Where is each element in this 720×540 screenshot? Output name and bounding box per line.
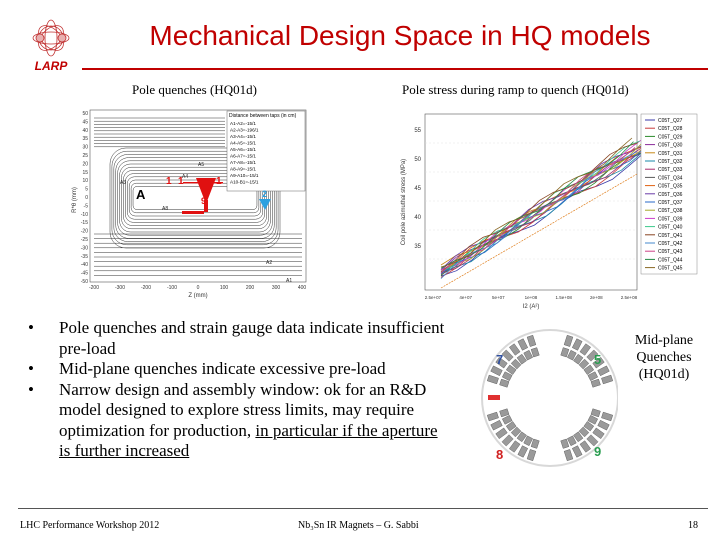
stress-x-tick: 2.5e+07: [424, 295, 442, 300]
y-tick-label: -45: [80, 270, 88, 277]
cs-label-5: 5: [594, 352, 602, 367]
quench-label-1a: 1: [166, 176, 172, 187]
title-underline: [82, 68, 708, 70]
bullet-glyph: •: [28, 359, 34, 378]
y-tick-label: 25: [82, 153, 88, 159]
legend-entry: C05T_Q33: [658, 167, 683, 174]
legend-entry: C05T_Q44: [658, 257, 683, 264]
legend-entry: C05T_Q28: [658, 126, 683, 133]
bullet-item-1: [28, 318, 448, 359]
legend-entry: C05T_Q27: [658, 118, 683, 124]
legend-entry: C05T_Q30: [658, 142, 683, 149]
tap-legend-row: A3-A4=-15/1: [230, 134, 256, 139]
stress-y-tick: 45: [414, 186, 421, 192]
legend-entry: C05T_Q43: [658, 249, 683, 256]
stress-x-tick: 5e+07: [492, 295, 505, 300]
bullet-text-1: Pole quenches and strain gauge data indicate insufficient pre-load: [59, 318, 445, 358]
cs-label-8: 8: [496, 447, 504, 462]
segment-label: A8: [162, 206, 169, 212]
midplane-quench-label: Mid-plane Quenches (HQ01d): [634, 333, 694, 382]
legend-entry: C05T_Q34: [658, 175, 683, 182]
x-tick-label: -200: [140, 285, 152, 291]
bullet-text-3-underlined: in particular if the aperture is further increased: [59, 420, 438, 460]
larp-logo-graphic: [20, 14, 82, 76]
y-tick-label: 15: [82, 169, 88, 176]
y-tick-label: -30: [80, 245, 88, 252]
stress-y-tick: 35: [414, 244, 421, 250]
tap-legend-row: A1-A2=-15/1: [230, 121, 256, 126]
legend-entry: C05T_Q38: [658, 208, 683, 215]
stress-y-tick: 40: [414, 215, 421, 221]
x-tick-label: -200: [88, 285, 100, 291]
y-tick-label: 35: [82, 136, 88, 143]
midplane-quench-mark: [488, 395, 500, 400]
quench-label-2: 2: [262, 189, 268, 199]
legend-entry: C05T_Q39: [658, 216, 683, 223]
tap-legend-title: Distance between taps (in cm): [229, 113, 297, 119]
footer-rule: [18, 508, 708, 509]
quench-label-9: 9: [201, 196, 207, 206]
bullet-glyph: •: [28, 318, 34, 337]
legend-entry: C05T_Q32: [658, 159, 683, 165]
stress-x-tick: 1e+08: [524, 295, 538, 300]
tap-legend-row: A8-A9=-15/1: [230, 166, 256, 172]
tap-legend-row: A10-B1=-15/1: [230, 179, 259, 185]
y-tick-label: 30: [82, 144, 88, 151]
quench-label-1c: 1: [216, 176, 222, 187]
y-tick-label: 20: [82, 161, 88, 168]
tap-legend-row: A6-A7=-15/1: [230, 153, 256, 159]
quench-label-1b: 1: [178, 176, 184, 187]
y-tick-label: -50: [80, 279, 88, 285]
bullet-glyph: •: [28, 379, 34, 399]
segment-label: A4: [182, 174, 189, 180]
footer-left: LHC Performance Workshop 2012: [20, 520, 160, 531]
tap-legend-row: A4-A5=-15/1: [230, 140, 256, 146]
stress-x-tick: 2e+08: [590, 295, 603, 300]
stress-y-axis-label: Coil pole azimuthal stress (MPa): [401, 158, 407, 246]
bullet-text-3: Narrow design and assembly window: ok for an R&D model designed to explore stress limits, may require optimization for production,: [59, 379, 427, 440]
x-tick-label: -100: [166, 285, 178, 291]
x-axis-label: Z (mm): [188, 293, 208, 299]
x-tick-label: 0: [196, 285, 200, 291]
bullet-item-2: [28, 359, 448, 380]
x-tick-label: 400: [297, 285, 307, 291]
x-tick-label: 300: [271, 285, 281, 291]
bullet-item-3: [28, 380, 448, 462]
segment-label: A5: [198, 162, 205, 168]
magnet-cross-section: [470, 322, 618, 474]
stress-x-tick: 1.5e+08: [555, 295, 572, 300]
right-figure-caption: Pole stress during ramp to quench (HQ01d): [402, 82, 629, 97]
legend-entry: C05T_Q41: [658, 232, 683, 239]
y-tick-label: 50: [82, 111, 88, 117]
y-tick-label: -15: [80, 220, 88, 227]
legend-entry: C05T_Q35: [658, 183, 683, 190]
segment-label: A3: [120, 180, 127, 186]
left-figure-caption: Pole quenches (HQ01d): [132, 82, 257, 97]
legend-entry: C05T_Q36: [658, 191, 683, 198]
segment-label: A2: [266, 260, 273, 266]
logo-text: LARP: [34, 59, 68, 73]
y-tick-label: -25: [80, 237, 88, 243]
slide-title: Mechanical Design Space in HQ models: [149, 20, 651, 51]
larp-logo: [20, 14, 82, 76]
y-tick-label: -20: [80, 228, 88, 235]
coil-marker-label: A: [136, 187, 146, 202]
cs-label-7: 7: [496, 352, 504, 367]
y-tick-label: -35: [80, 253, 88, 260]
pole-stress-plot: [393, 104, 700, 310]
y-tick-label: 0: [85, 195, 88, 201]
y-tick-label: 5: [85, 186, 88, 193]
bullet-text-2: Mid-plane quenches indicate excessive pre-load: [59, 359, 386, 378]
legend-entry: C05T_Q29: [658, 134, 683, 141]
tap-legend-row: A5-A6=-15/1: [230, 147, 256, 152]
pole-quench-base: [182, 211, 204, 214]
stress-x-tick: 2.5e+08: [620, 295, 638, 300]
y-tick-label: -40: [80, 262, 88, 269]
stress-y-tick: 50: [414, 157, 421, 163]
legend-entry: C05T_Q42: [658, 241, 683, 247]
y-tick-label: 40: [82, 127, 88, 134]
legend-entry: C05T_Q40: [658, 224, 683, 231]
x-tick-label: 100: [219, 285, 229, 291]
segment-label: A1: [286, 278, 293, 284]
y-tick-label: 45: [82, 119, 88, 126]
tap-legend-row: A7-A8=-15/1: [230, 160, 256, 165]
y-tick-label: -5: [83, 203, 88, 210]
tap-legend-row: A9-A10=-15/1: [230, 173, 259, 178]
tap-legend-row: A2-A3=-196/1: [230, 127, 259, 133]
footer-center: Nb₃Sn IR Magnets – G. Sabbi: [298, 520, 419, 531]
pole-quench-map: [70, 104, 310, 300]
cross-section-graphic: [470, 322, 618, 474]
x-tick-label: -300: [114, 285, 126, 291]
y-axis-label: R*θ (mm): [72, 187, 78, 213]
stress-x-axis-label: I2 (A²): [522, 304, 540, 310]
legend-entry: C05T_Q31: [658, 150, 683, 157]
page-number: 18: [688, 520, 698, 531]
legend-entry: C05T_Q37: [658, 200, 683, 206]
cs-label-9: 9: [594, 444, 602, 459]
y-tick-label: 10: [82, 178, 88, 185]
pole-quench-map-plot: [70, 104, 310, 300]
stress-x-tick: 4e+07: [459, 295, 472, 300]
x-tick-label: 200: [245, 285, 255, 291]
pole-stress-plot-graphic: [393, 104, 700, 310]
bullet-list: [28, 318, 448, 462]
legend-entry: C05T_Q45: [658, 265, 683, 272]
y-tick-label: -10: [80, 211, 88, 218]
stress-y-tick: 55: [414, 128, 421, 134]
